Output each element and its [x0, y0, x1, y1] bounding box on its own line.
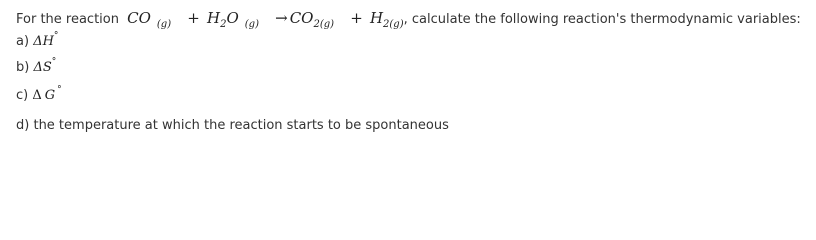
question-tail: , calculate the following reaction's thermodynamic variables:: [403, 12, 801, 27]
part-a: [16, 31, 59, 49]
part-d-text: the temperature at which the reaction starts to be spontaneous: [33, 118, 449, 133]
part-c-symbol: G: [44, 88, 56, 103]
part-d: [16, 118, 449, 133]
reaction-arrow: →: [275, 9, 288, 27]
product-h2-state: (g): [389, 19, 404, 30]
part-c: [16, 85, 62, 103]
product-co2: CO: [289, 9, 314, 27]
product-h2: H: [369, 9, 384, 27]
part-b-degree: °: [51, 57, 57, 67]
part-d-label: d): [16, 118, 30, 133]
part-b-symbol: ΔS: [33, 60, 52, 75]
reactant-co: CO: [127, 9, 151, 27]
reactant-h2o-state: (g): [244, 19, 259, 30]
product-co2-sub: 2: [313, 19, 320, 30]
question-intro: For the reaction: [16, 12, 119, 27]
reactant-h2o-o: O: [226, 9, 239, 27]
reactant-h2o-h: H: [206, 9, 221, 27]
part-a-degree: °: [53, 31, 59, 41]
product-co2-state: (g): [319, 19, 335, 30]
question-line: [16, 9, 801, 30]
plus-sign-1: +: [187, 9, 200, 27]
plus-sign-2: +: [350, 9, 363, 27]
part-c-delta: Δ: [32, 88, 42, 103]
part-b-label: b): [16, 60, 30, 75]
part-c-degree: °: [57, 85, 62, 95]
part-b: [16, 57, 57, 75]
product-h2-sub: 2: [383, 19, 390, 30]
part-a-label: a): [16, 34, 30, 49]
reactant-co-state: (g): [156, 19, 172, 30]
part-a-symbol: ΔH: [33, 34, 54, 49]
reactant-h2o-sub: 2: [220, 19, 227, 30]
part-c-label: c): [16, 88, 29, 103]
